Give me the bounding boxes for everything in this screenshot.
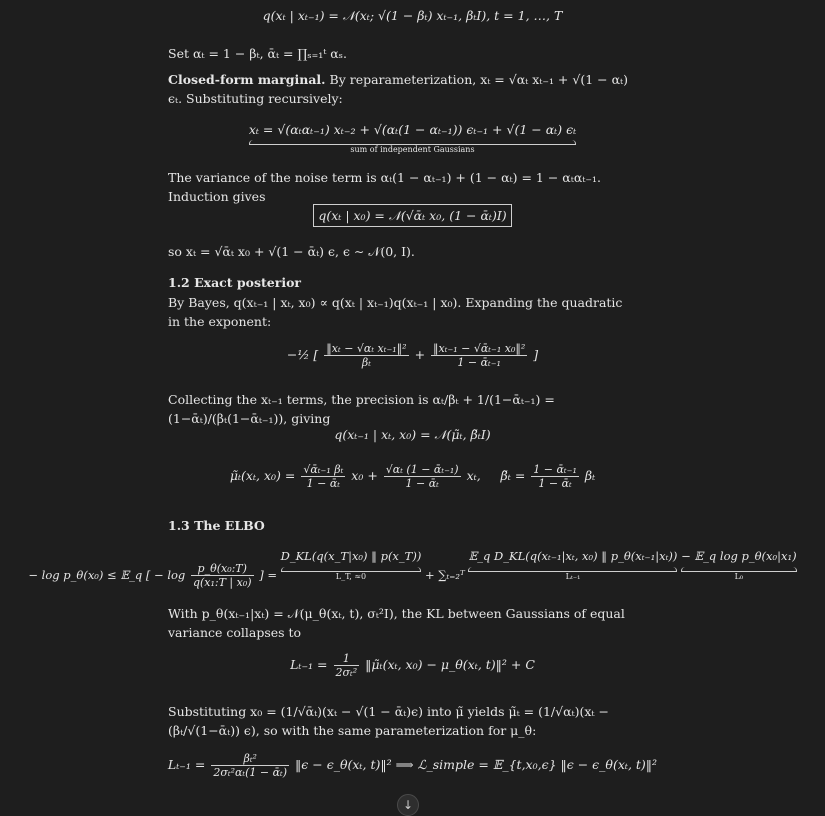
equation-L-t-minus-1: [0, 652, 825, 679]
section-elbo-heading: 1.3 The ELBO: [168, 518, 265, 533]
elbo-term-L0-label: L₀: [734, 571, 744, 581]
beta-tilde-fraction: [531, 463, 579, 490]
equation-recursive-substitution: [0, 120, 825, 158]
final-fraction: [211, 752, 289, 779]
beta-tilde-lhs: β̃ₜ =: [500, 468, 526, 484]
closed-form-text: By reparameterization, xₜ = √αₜ xₜ₋₁ + √(1 − αₜ) ϵₜ. Substituting recursively:: [168, 72, 628, 107]
L-fraction: [334, 652, 360, 679]
bayes-paragraph: By Bayes, q(xₜ₋₁ | xₜ, x₀) ∝ q(xₜ | xₜ₋₁)q(xₜ₋₁ | x₀). Expanding the quadratic in the exponent:: [168, 295, 623, 330]
arrow-down-icon: ↓: [402, 798, 414, 812]
final-lhs: Lₜ₋₁ =: [167, 757, 206, 773]
equation-elbo: [0, 548, 825, 590]
recursive-equation-text: xₜ = √(αₜαₜ₋₁) xₜ₋₂ + √(αₜ(1 − αₜ₋₁)) ϵₜ₋₁ + √(1 − αₜ) ϵₜ: [248, 122, 577, 137]
elbo-equals: ] =: [259, 567, 277, 582]
underbrace: [249, 140, 576, 145]
L-rhs: ‖μ̃ₜ(xₜ, x₀) − μ_θ(xₜ, t)‖² + C: [365, 657, 535, 673]
elbo-term-L0: [681, 548, 797, 581]
closed-form-heading: Closed-form marginal.: [168, 72, 326, 87]
beta-tilde-end: βₜ: [584, 468, 596, 484]
beta-tilde-numerator: 1 − ᾱₜ₋₁: [533, 463, 577, 476]
fraction-1-denominator: βₜ: [361, 356, 371, 370]
equation-forward-process: q(xₜ | xₜ₋₁) = 𝒩(xₜ; √(1 − βₜ) xₜ₋₁, βₜI), t = 1, …, T: [262, 8, 563, 23]
final-rhs: ‖ϵ − ϵ_θ(xₜ, t)‖² ⟹ ℒ_simple = 𝔼_{t,x₀,ϵ} ‖ϵ − ϵ_θ(xₜ, t)‖²: [295, 757, 658, 773]
equation-posterior-mean-variance: [0, 463, 825, 490]
variance-paragraph: The variance of the noise term is αₜ(1 − αₜ₋₁) + (1 − αₜ) = 1 − αₜαₜ₋₁. Induction gives: [168, 170, 601, 205]
mu-fraction-1: [301, 463, 345, 490]
scroll-down-button[interactable]: [397, 794, 419, 816]
elbo-lhs: − log p_θ(x₀) ≤ 𝔼_q [ − log: [28, 567, 186, 582]
elbo-fraction-numerator: p_θ(x₀:T): [191, 562, 254, 576]
elbo-fraction-denominator: q(x₁:T | x₀): [192, 576, 252, 590]
fraction-2-denominator: 1 − ᾱₜ₋₁: [457, 356, 501, 370]
elbo-term-Lt-label: Lₜ₋₁: [565, 571, 581, 581]
exponent-fraction-2: [431, 342, 527, 369]
underbrace: [468, 567, 677, 572]
elbo-term-LT-text: D_KL(q(x_T|x₀) ‖ p(x_T)): [280, 549, 422, 563]
exponent-fraction-1: [324, 342, 408, 369]
closed-form-paragraph: [168, 70, 628, 109]
mu-fraction-2-numerator: √αₜ (1 − ᾱₜ₋₁): [385, 463, 459, 476]
alpha-definition: Set αₜ = 1 − βₜ, ᾱₜ = ∏ₛ₌₁ᵗ αₛ.: [168, 46, 347, 61]
elbo-sum: + ∑ₜ₌₂ᵀ: [424, 567, 465, 582]
beta-tilde-denominator: 1 − ᾱₜ: [538, 477, 572, 491]
underbrace-label: sum of independent Gaussians: [350, 145, 475, 155]
elbo-term-L0-text: − 𝔼_q log p_θ(x₀|x₁): [681, 549, 797, 563]
underbraced-expression: [249, 120, 576, 154]
section-exact-posterior-heading: 1.2 Exact posterior: [168, 275, 302, 290]
final-fraction-numerator: βₜ²: [211, 752, 289, 766]
equation-posterior-gaussian: q(xₜ₋₁ | xₜ, x₀) = 𝒩(μ̃ₜ, β̃ₜI): [334, 427, 491, 442]
L-lhs: Lₜ₋₁ =: [290, 657, 328, 673]
mu-middle: x₀ +: [351, 468, 378, 484]
elbo-term-LT: [281, 548, 422, 581]
substitution-paragraph: Substituting x₀ = (1/√ᾱₜ)(xₜ − √(1 − ᾱₜ)ϵ) into μ̃ yields μ̃ₜ = (1/√αₜ)(xₜ − (βₜ/√(1−ᾱₜ)) ϵ), so with the same parameterization for μ_θ:: [168, 704, 609, 739]
elbo-term-Lt: [468, 548, 677, 581]
equation-simple-loss: [0, 752, 825, 779]
mu-end: xₜ,: [466, 468, 481, 484]
boxed-equation: q(xₜ | x₀) = 𝒩(√ᾱₜ x₀, (1 − ᾱₜ)I): [313, 204, 511, 227]
fraction-2-numerator: ‖xₜ₋₁ − √ᾱₜ₋₁ x₀‖²: [433, 342, 526, 355]
mu-fraction-2: [384, 463, 461, 490]
L-fraction-numerator: 1: [334, 652, 360, 666]
exponent-suffix: ]: [533, 347, 539, 363]
mu-fraction-1-denominator: 1 − ᾱₜ: [306, 477, 340, 491]
equation-closed-form-marginal: [0, 204, 825, 227]
elbo-fraction: [191, 562, 254, 589]
kl-gaussian-paragraph: With p_θ(xₜ₋₁|xₜ) = 𝒩(μ_θ(xₜ, t), σₜ²I), the KL between Gaussians of equal variance collapses to: [168, 606, 625, 641]
mu-fraction-1-numerator: √ᾱₜ₋₁ βₜ: [303, 463, 344, 476]
mu-lhs: μ̃ₜ(xₜ, x₀) =: [229, 468, 296, 484]
mu-fraction-2-denominator: 1 − ᾱₜ: [405, 477, 439, 491]
reparam-sample-text: so xₜ = √ᾱₜ x₀ + √(1 − ᾱₜ) ϵ, ϵ ∼ 𝒩(0, I).: [168, 244, 415, 259]
underbrace: [281, 567, 422, 572]
fraction-1-numerator: ‖xₜ − √αₜ xₜ₋₁‖²: [326, 342, 407, 355]
exponent-prefix: −½ [: [286, 347, 319, 363]
precision-paragraph: Collecting the xₜ₋₁ terms, the precision is αₜ/βₜ + 1/(1−ᾱₜ₋₁) = (1−ᾱₜ)/(βₜ(1−ᾱₜ₋₁)), giving: [168, 392, 555, 427]
underbrace: [681, 567, 797, 572]
equation-quadratic-exponent: −½ [ $\frac{\text{‖xₜ − √αₜ xₜ₋₁‖²}}{\text{βₜ}}$ + $\frac{\text{‖xₜ₋₁ − √ᾱₜ₋₁ x₀‖²}}{\text{1 − ᾱₜ₋₁}}$ ]: [286, 342, 539, 370]
elbo-term-Lt-text: 𝔼_q D_KL(q(xₜ₋₁|xₜ, x₀) ‖ p_θ(xₜ₋₁|xₜ)): [468, 549, 678, 563]
final-fraction-denominator: 2σₜ²αₜ(1 − ᾱₜ): [213, 766, 288, 780]
L-fraction-denominator: 2σₜ²: [335, 666, 358, 680]
elbo-term-LT-label: L_T, ≈0: [335, 571, 367, 581]
